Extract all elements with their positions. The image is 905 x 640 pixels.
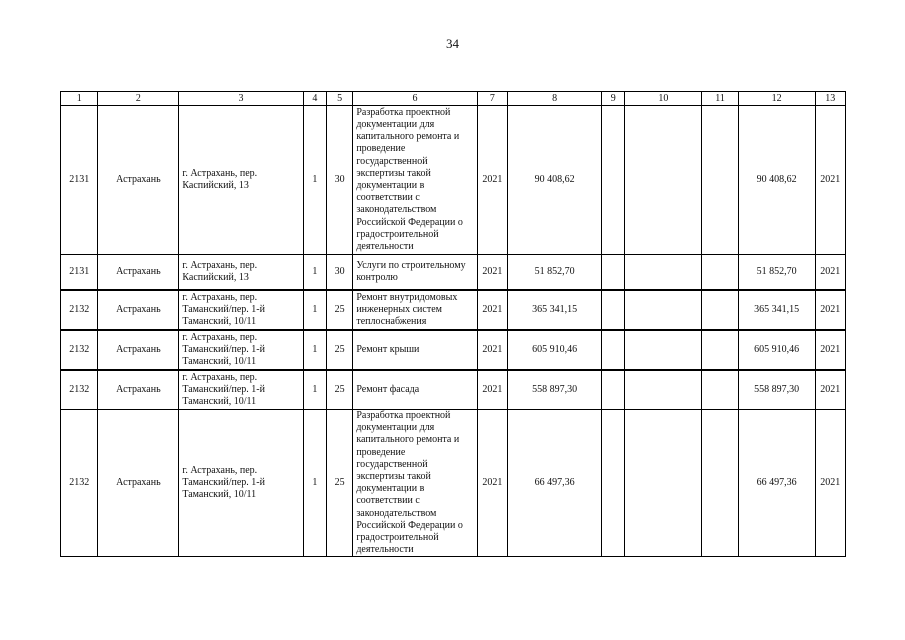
cell-col11 bbox=[702, 290, 738, 330]
cell-id: 2132 bbox=[61, 290, 98, 330]
cell-col4: 1 bbox=[303, 410, 326, 557]
cell-city: Астрахань bbox=[98, 330, 179, 370]
cell-id: 2131 bbox=[61, 255, 98, 291]
cell-address: г. Астрахань, пер. Таманский/пер. 1-й Таманский, 10/11 bbox=[179, 290, 303, 330]
cell-work-type: Ремонт фасада bbox=[353, 370, 477, 410]
cell-city: Астрахань bbox=[98, 255, 179, 291]
header-cell: 7 bbox=[477, 92, 507, 106]
header-cell: 9 bbox=[602, 92, 625, 106]
cell-col11 bbox=[702, 410, 738, 557]
cell-col11 bbox=[702, 370, 738, 410]
header-cell: 1 bbox=[61, 92, 98, 106]
cell-year: 2021 bbox=[477, 290, 507, 330]
cell-city: Астрахань bbox=[98, 106, 179, 255]
cell-address: г. Астрахань, пер. Таманский/пер. 1-й Таманский, 10/11 bbox=[179, 410, 303, 557]
cell-city: Астрахань bbox=[98, 370, 179, 410]
cell-total: 558 897,30 bbox=[738, 370, 815, 410]
cell-year-end: 2021 bbox=[815, 410, 845, 557]
cell-year: 2021 bbox=[477, 410, 507, 557]
cell-col11 bbox=[702, 106, 738, 255]
cell-total: 605 910,46 bbox=[738, 330, 815, 370]
cell-col10 bbox=[625, 410, 702, 557]
cell-year: 2021 bbox=[477, 255, 507, 291]
header-cell: 12 bbox=[738, 92, 815, 106]
header-cell: 6 bbox=[353, 92, 477, 106]
table-row bbox=[61, 255, 846, 291]
cell-col11 bbox=[702, 255, 738, 291]
table-row bbox=[61, 370, 846, 410]
cell-year-end: 2021 bbox=[815, 290, 845, 330]
cell-address: г. Астрахань, пер. Каспийский, 13 bbox=[179, 106, 303, 255]
header-cell: 4 bbox=[303, 92, 326, 106]
header-cell: 11 bbox=[702, 92, 738, 106]
cell-col5: 30 bbox=[327, 106, 353, 255]
page-number: 34 bbox=[446, 36, 459, 51]
capital-repair-table bbox=[60, 91, 846, 557]
cell-year: 2021 bbox=[477, 330, 507, 370]
header-cell: 2 bbox=[98, 92, 179, 106]
cell-col10 bbox=[625, 370, 702, 410]
cell-cost: 605 910,46 bbox=[508, 330, 602, 370]
cell-work-type: Ремонт крыши bbox=[353, 330, 477, 370]
cell-col4: 1 bbox=[303, 106, 326, 255]
cell-year-end: 2021 bbox=[815, 370, 845, 410]
cell-col9 bbox=[602, 330, 625, 370]
cell-cost: 51 852,70 bbox=[508, 255, 602, 291]
cell-address: г. Астрахань, пер. Таманский/пер. 1-й Таманский, 10/11 bbox=[179, 370, 303, 410]
cell-col10 bbox=[625, 290, 702, 330]
cell-col5: 25 bbox=[327, 410, 353, 557]
cell-city: Астрахань bbox=[98, 290, 179, 330]
table-row bbox=[61, 330, 846, 370]
cell-col9 bbox=[602, 410, 625, 557]
cell-cost: 558 897,30 bbox=[508, 370, 602, 410]
cell-total: 90 408,62 bbox=[738, 106, 815, 255]
cell-col10 bbox=[625, 106, 702, 255]
header-cell: 5 bbox=[327, 92, 353, 106]
cell-work-type: Услуги по строительному контролю bbox=[353, 255, 477, 291]
header-cell: 10 bbox=[625, 92, 702, 106]
cell-id: 2132 bbox=[61, 410, 98, 557]
cell-address: г. Астрахань, пер. Таманский/пер. 1-й Таманский, 10/11 bbox=[179, 330, 303, 370]
cell-work-type: Ремонт внутридомовых инженерных систем теплоснабжения bbox=[353, 290, 477, 330]
cell-work-type: Разработка проектной документации для капитального ремонта и проведение государственной экспертизы такой документации в соответствии с законодательством Российской Федерации о градостроительной деятельности bbox=[353, 106, 477, 255]
cell-col5: 25 bbox=[327, 370, 353, 410]
cell-id: 2132 bbox=[61, 370, 98, 410]
cell-col5: 25 bbox=[327, 290, 353, 330]
cell-col5: 30 bbox=[327, 255, 353, 291]
cell-city: Астрахань bbox=[98, 410, 179, 557]
cell-address: г. Астрахань, пер. Каспийский, 13 bbox=[179, 255, 303, 291]
cell-col4: 1 bbox=[303, 255, 326, 291]
cell-year-end: 2021 bbox=[815, 106, 845, 255]
cell-col5: 25 bbox=[327, 330, 353, 370]
cell-year-end: 2021 bbox=[815, 255, 845, 291]
cell-year: 2021 bbox=[477, 106, 507, 255]
cell-col4: 1 bbox=[303, 330, 326, 370]
cell-work-type: Разработка проектной документации для капитального ремонта и проведение государственной экспертизы такой документации в соответствии с законодательством Российской Федерации о градостроительной деятельности bbox=[353, 410, 477, 557]
table-row bbox=[61, 410, 846, 557]
cell-total: 66 497,36 bbox=[738, 410, 815, 557]
cell-col4: 1 bbox=[303, 370, 326, 410]
cell-total: 365 341,15 bbox=[738, 290, 815, 330]
cell-col10 bbox=[625, 255, 702, 291]
cell-col9 bbox=[602, 290, 625, 330]
table-row bbox=[61, 106, 846, 255]
cell-cost: 365 341,15 bbox=[508, 290, 602, 330]
cell-col9 bbox=[602, 106, 625, 255]
header-cell: 8 bbox=[508, 92, 602, 106]
cell-col10 bbox=[625, 330, 702, 370]
cell-cost: 90 408,62 bbox=[508, 106, 602, 255]
header-cell: 3 bbox=[179, 92, 303, 106]
cell-year: 2021 bbox=[477, 370, 507, 410]
header-row bbox=[61, 92, 846, 106]
cell-cost: 66 497,36 bbox=[508, 410, 602, 557]
cell-col4: 1 bbox=[303, 290, 326, 330]
cell-year-end: 2021 bbox=[815, 330, 845, 370]
cell-col9 bbox=[602, 255, 625, 291]
cell-col9 bbox=[602, 370, 625, 410]
cell-total: 51 852,70 bbox=[738, 255, 815, 291]
cell-col11 bbox=[702, 330, 738, 370]
header-cell: 13 bbox=[815, 92, 845, 106]
table-row bbox=[61, 290, 846, 330]
cell-id: 2131 bbox=[61, 106, 98, 255]
cell-id: 2132 bbox=[61, 330, 98, 370]
